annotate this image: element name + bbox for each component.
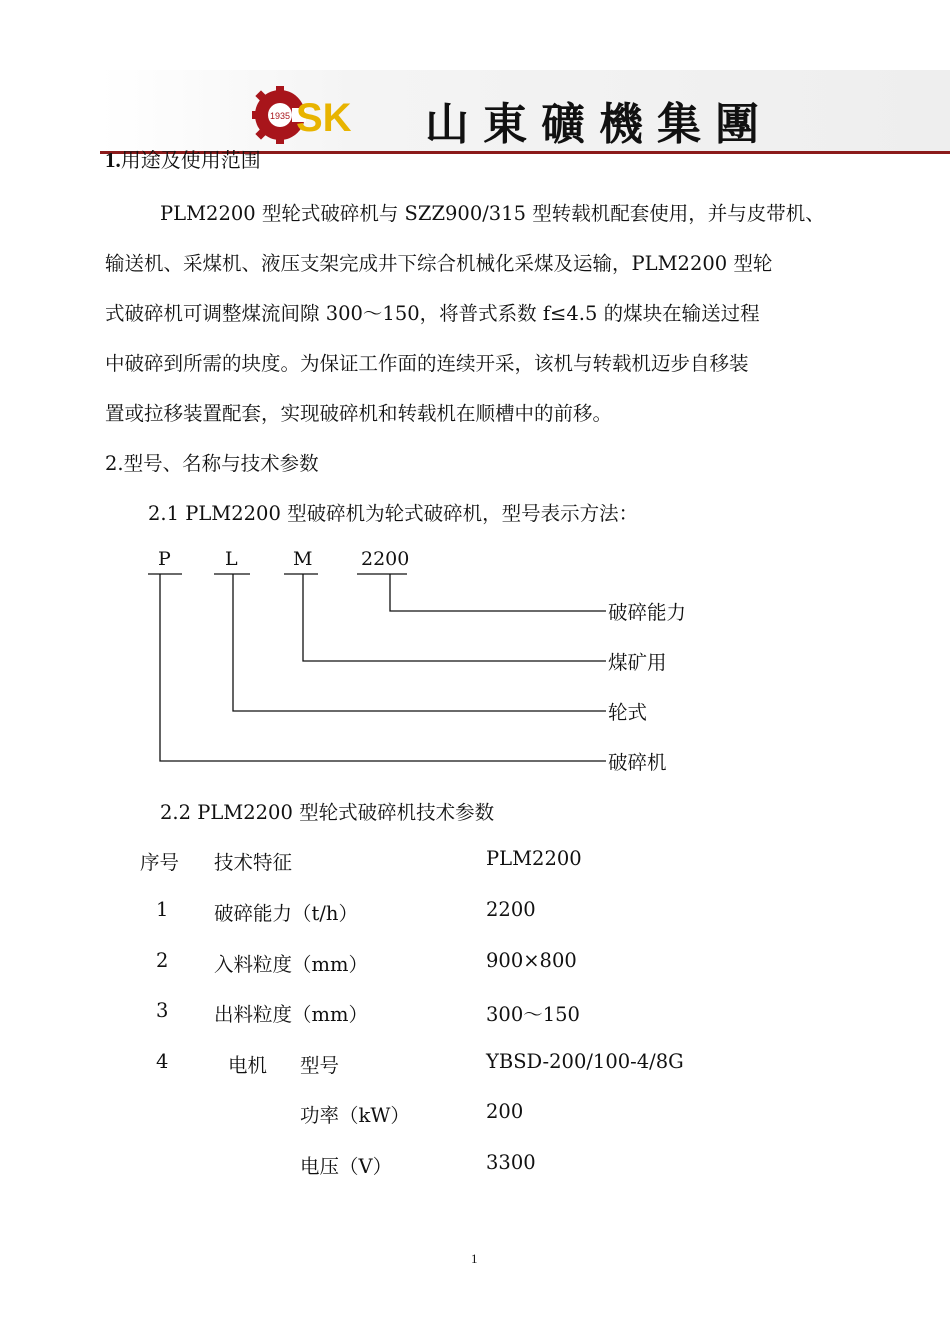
section2-sub1: 2.1 PLM2200 型破碎机为轮式破碎机，型号表示方法：: [148, 502, 639, 525]
row-value: 2200: [486, 898, 536, 921]
section1-line-2: 输送机、采煤机、液压支架完成井下综合机械化采煤及运输，PLM2200 型轮: [105, 252, 773, 275]
row-value: 300～150: [486, 1003, 580, 1026]
logo-letters: SK: [296, 96, 352, 140]
page-number: 1: [471, 1251, 478, 1266]
code-letter-l: L: [225, 548, 238, 570]
label-wheel-type: 轮式: [608, 701, 648, 724]
section1-title-text: 用途及使用范围: [120, 148, 261, 172]
logo-year: 1935: [269, 111, 291, 121]
header-model: PLM2200: [486, 847, 582, 870]
section1-line-5: 置或拉移装置配套，实现破碎机和转载机在顺槽中的前移。: [105, 402, 613, 425]
label-crushing-capacity: 破碎能力: [608, 601, 687, 624]
section1-number: 1.: [105, 148, 121, 172]
section1-line-1: PLM2200 型轮式破碎机与 SZZ900/315 型转载机配套使用，并与皮带机、: [160, 202, 825, 225]
row-group: 电机: [228, 1054, 268, 1077]
code-letter-m: M: [293, 548, 313, 570]
row-feature: 型号: [300, 1054, 340, 1077]
row-no: 3: [156, 999, 169, 1022]
row-feature: 出料粒度（mm）: [214, 1003, 368, 1026]
row-value: YBSD-200/100-4/8G: [486, 1050, 684, 1073]
row-value: 200: [486, 1100, 524, 1123]
row-no: 4: [156, 1050, 169, 1073]
section2-sub2: 2.2 PLM2200 型轮式破碎机技术参数: [160, 801, 495, 824]
row-value: 3300: [486, 1151, 536, 1174]
row-no: 2: [156, 949, 169, 972]
section1-line-3: 式破碎机可调整煤流间隙 300～150，将普式系数 f≤4.5 的煤块在输送过程: [105, 302, 760, 325]
code-number-2200: 2200: [361, 548, 410, 570]
row-feature: 功率（kW）: [300, 1104, 410, 1127]
row-feature: 破碎能力（t/h）: [214, 902, 358, 925]
company-name: 山東礦機集團: [425, 99, 773, 150]
row-feature: 电压（V）: [300, 1155, 393, 1178]
row-feature: 入料粒度（mm）: [214, 953, 368, 976]
row-value: 900×800: [486, 949, 577, 972]
code-letter-p: P: [158, 548, 171, 570]
label-crusher: 破碎机: [608, 751, 667, 774]
label-for-coal-mine: 煤矿用: [608, 651, 667, 674]
section2-title: 2.型号、名称与技术参数: [105, 452, 319, 475]
header-no: 序号: [140, 851, 180, 874]
section1-line-4: 中破碎到所需的块度。为保证工作面的连续开采，该机与转载机迈步自移装: [105, 352, 749, 375]
row-no: 1: [156, 898, 169, 921]
header-feature: 技术特征: [214, 851, 293, 874]
